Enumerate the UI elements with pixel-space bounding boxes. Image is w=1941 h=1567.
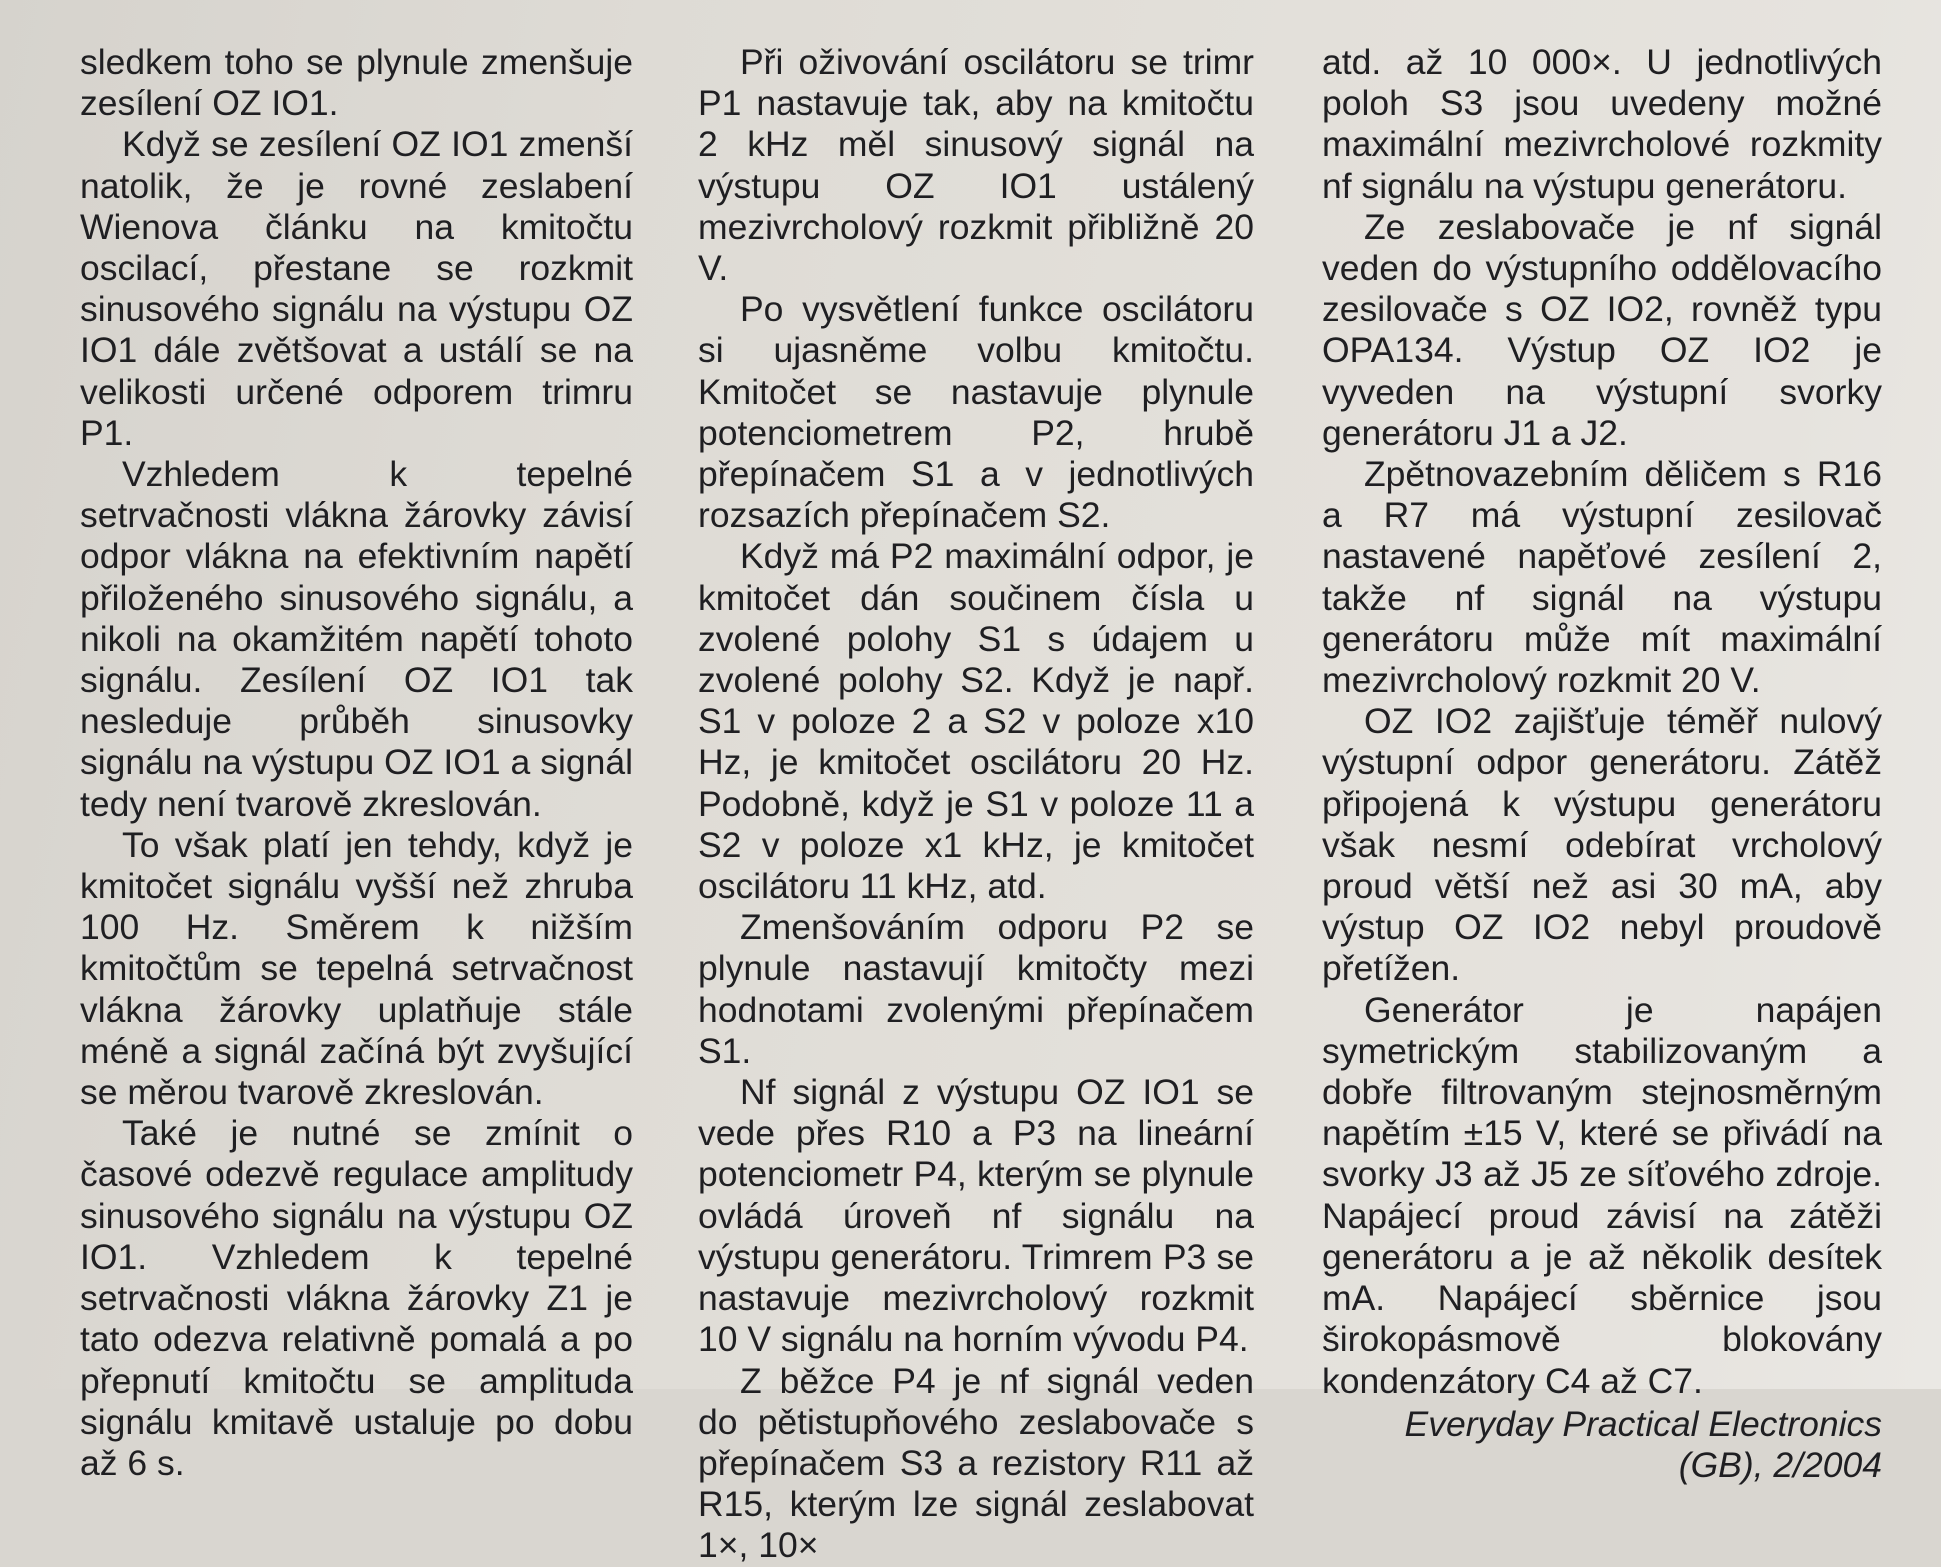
- paragraph: OZ IO2 zajišťuje téměř nulový výstupní odpor generátoru. Zátěž připojená k výstupu generátoru však nesmí odebírat vrcholový proud větší než asi 30 mA, aby výstup OZ IO2 nebyl proudově přetížen.: [1322, 701, 1882, 989]
- paragraph: Vzhledem k tepelné setrvačnosti vlákna žárovky závisí odpor vlákna na efektivním napětí přiloženého sinusového signálu, a nikoli na okamžitém napětí tohoto signálu. Zesílení OZ IO1 tak nesleduje průběh sinusovky signálu na výstupu OZ IO1 a signál tedy není tvarově zkreslován.: [80, 454, 633, 824]
- paragraph: To však platí jen tehdy, když je kmitočet signálu vyšší než zhruba 100 Hz. Směrem k nižším kmitočtům se tepelná setrvačnost vlákna žárovky uplatňuje stále méně a signál začíná být zvyšující se měrou tvarově zkreslován.: [80, 824, 633, 1113]
- paragraph: Nf signál z výstupu OZ IO1 se vede přes R10 a P3 na lineární potenciometr P4, kterým se plynule ovládá úroveň nf signálu na výstupu generátoru. Trimrem P3 se nastavuje mezivrcholový rozkmit 10 V signálu na horním vývodu P4.: [698, 1072, 1254, 1360]
- paragraph: atd. až 10 000×. U jednotlivých poloh S3 jsou uvedeny možné maximální mezivrcholové rozkmity nf signálu na výstupu generátoru.: [1322, 42, 1882, 206]
- paragraph: Zpětnovazebním děličem s R16 a R7 má výstupní zesilovač nastavené napěťové zesílení 2, takže nf signál na výstupu generátoru může mít maximální mezivrcholový rozkmit 20 V.: [1322, 454, 1882, 701]
- paragraph: sledkem toho se plynule zmenšuje zesílení OZ IO1.: [80, 42, 633, 124]
- source-name: Everyday Practical Electronics: [1404, 1403, 1882, 1444]
- paragraph: Když má P2 maximální odpor, je kmitočet dán součinem čísla u zvolené polohy S1 s údajem u zvolené polohy S2. Když je např. S1 v poloze 2 a S2 v poloze x10 Hz, je kmitočet oscilátoru 20 Hz. Podobně, když je S1 v poloze 11 a S2 v poloze x1 kHz, je kmitočet oscilátoru 11 kHz, atd.: [698, 536, 1254, 907]
- paragraph: Při oživování oscilátoru se trimr P1 nastavuje tak, aby na kmitočtu 2 kHz měl sinusový signál na výstupu OZ IO1 ustálený mezivrcholový rozkmit přibližně 20 V.: [698, 42, 1254, 289]
- text-column-2: [698, 42, 1254, 1567]
- text-column-1: [80, 42, 633, 1484]
- source-issue: (GB), 2/2004: [1678, 1444, 1882, 1485]
- paragraph: Z běžce P4 je nf signál veden do pětistupňového zeslabovače s přepínačem S3 a rezistory R11 až R15, kterým lze signál zeslabovat 1×, 10×: [698, 1360, 1254, 1566]
- paragraph: Po vysvětlení funkce oscilátoru si ujasněme volbu kmitočtu. Kmitočet se nastavuje plynule potenciometrem P2, hrubě přepínačem S1 a v jednotlivých rozsazích přepínačem S2.: [698, 289, 1254, 536]
- paragraph: Ze zeslabovače je nf signál veden do výstupního oddělovacího zesilovače s OZ IO2, rovněž typu OPA134. Výstup OZ IO2 je vyveden na výstupní svorky generátoru J1 a J2.: [1322, 206, 1882, 453]
- paragraph: Generátor je napájen symetrickým stabilizovaným a dobře filtrovaným stejnosměrným napětím ±15 V, které se přivádí na svorky J3 až J5 ze síťového zdroje. Napájecí proud závisí na zátěži generátoru a je až několik desítek mA. Napájecí sběrnice jsou širokopásmově blokovány kondenzátory C4 až C7.: [1322, 989, 1882, 1401]
- paragraph: Když se zesílení OZ IO1 zmenší natolik, že je rovné zeslabení Wienova článku na kmitočtu oscilací, přestane se rozkmit sinusového signálu na výstupu OZ IO1 dále zvětšovat a ustálí se na velikosti určené odporem trimru P1.: [80, 124, 633, 453]
- paragraph: Také je nutné se zmínit o časové odezvě regulace amplitudy sinusového signálu na výstupu OZ IO1. Vzhledem k tepelné setrvačnosti vlákna žárovky Z1 je tato odezva relativně pomalá a po přepnutí kmitočtu se amplituda signálu kmitavě ustaluje po dobu až 6 s.: [80, 1113, 633, 1483]
- paragraph: Zmenšováním odporu P2 se plynule nastavují kmitočty mezi hodnotami zvolenými přepínačem S1.: [698, 907, 1254, 1071]
- text-column-3: [1322, 42, 1882, 1486]
- source-citation: [1322, 1404, 1882, 1486]
